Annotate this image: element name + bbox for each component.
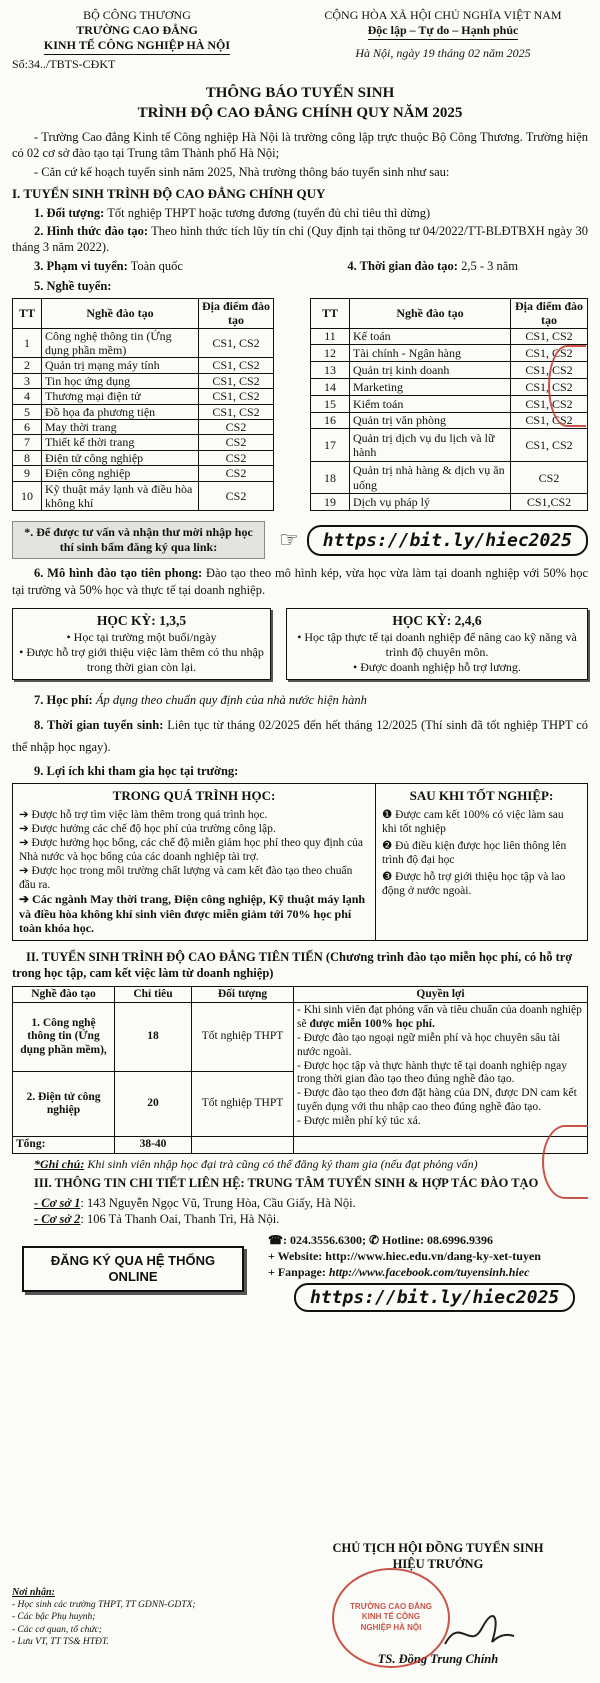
consult-note: *. Để được tư vấn và nhận thư mời nhập học thí sinh bấm đăng ký qua link:	[12, 521, 265, 559]
location: CS1, CS2	[199, 373, 274, 388]
item1	[12, 205, 588, 221]
contact-info	[12, 1195, 588, 1228]
header-left	[12, 8, 262, 72]
table-row	[311, 461, 588, 494]
item4-text: 2,5 - 3 năm	[457, 259, 518, 274]
major-name: Quản trị văn phòng	[350, 412, 511, 429]
item4-label: 4. Thời gian đào tạo:	[347, 259, 458, 274]
location: CS1, CS2	[511, 412, 588, 429]
majors-tables	[12, 298, 588, 511]
row-number: 4	[13, 389, 42, 404]
recipients	[12, 1586, 196, 1648]
major-name: Quản trị kinh doanh	[350, 362, 511, 379]
col-tt: TT	[13, 298, 42, 328]
major-name: Kiểm toán	[350, 395, 511, 412]
registration-banner	[12, 521, 588, 559]
major-name: Dịch vụ pháp lý	[350, 494, 511, 511]
major-name: Công nghệ thông tin (Ứng dụng phần mềm)	[42, 328, 199, 358]
row-number: 15	[311, 395, 350, 412]
location: CS1, CS2	[199, 389, 274, 404]
during-item-highlight: ➔ Các ngành May thời trang, Điện công nghiệp, Kỹ thuật máy lạnh và điều hòa không khí sinh viên được miễn giảm tới 70% học phí toàn khóa học.	[19, 892, 366, 936]
intro-p1: - Trường Cao đẳng Kinh tế Công nghiệp Hà Nội là trường công lập trực thuộc Bộ Công Thương. Trường hiện có 02 cơ sở đào tạo tại Trung tâm Thành phố Hà Nội;	[12, 130, 588, 161]
benefit-item: - Được đào tạo ngoại ngữ miễn phí và học chuyên sâu tài nước ngoài.	[297, 1031, 561, 1058]
major-name: Thương mại điện tử	[42, 389, 199, 404]
during-item: ➔ Được học trong môi trường chất lượng và cam kết đào tạo theo chuẩn đầu ra.	[19, 865, 353, 892]
after-item: ❷ Đủ điều kiện được học liên thông lên trình độ đại học	[382, 840, 567, 867]
location: CS1, CS2	[199, 328, 274, 358]
campus1	[34, 1195, 588, 1211]
advanced-program-table	[12, 986, 588, 1155]
row-number: 14	[311, 379, 350, 396]
table-row	[311, 395, 588, 412]
section2-note	[12, 1157, 588, 1173]
row-number: 5	[13, 404, 42, 419]
phone-hotline: ☎: 024.3556.6300; ✆ Hotline: 08.6996.9396	[268, 1232, 493, 1247]
major-name: Quản trị dịch vụ du lịch và lữ hành	[350, 429, 511, 462]
location: CS1, CS2	[511, 379, 588, 396]
pointing-hand-icon: ☞	[279, 527, 299, 553]
major-name: Quản trị mạng máy tính	[42, 358, 199, 373]
even-item: • Học tập thực tế tại doanh nghiệp để nâng cao kỹ năng và trình độ chuyên môn.	[297, 629, 577, 659]
item5-label: 5. Nghề tuyển:	[34, 278, 112, 293]
even-item: • Được doanh nghiệp hỗ trợ lương.	[353, 659, 521, 674]
recipient-item: - Các cơ quan, tổ chức;	[12, 1624, 102, 1635]
col-location: Địa điểm đào tạo	[511, 298, 588, 328]
signer-role-1: CHỦ TỊCH HỘI ĐỒNG TUYỂN SINH	[332, 1541, 544, 1555]
table-row	[311, 328, 588, 345]
major-name: Kế toán	[350, 328, 511, 345]
col-tt: TT	[311, 298, 350, 328]
odd-semester-box	[12, 608, 271, 680]
row-number: 16	[311, 412, 350, 429]
row-number: 12	[311, 345, 350, 362]
total-row	[13, 1137, 588, 1154]
major-name: Quản trị nhà hàng & dịch vụ ăn uống	[350, 461, 511, 494]
table-row	[13, 435, 274, 450]
item6-label: 6. Mô hình đào tạo tiên phong:	[34, 566, 203, 581]
table-row	[311, 429, 588, 462]
recipients-label: Nơi nhận:	[12, 1587, 55, 1598]
campus1-address: : 143 Nguyễn Ngọc Vũ, Trung Hòa, Cầu Giấy, Hà Nội.	[80, 1196, 356, 1210]
intro	[12, 129, 588, 180]
location: CS1, CS2	[511, 362, 588, 379]
item4	[347, 258, 518, 274]
quota: 18	[115, 1003, 192, 1072]
official-stamp	[332, 1568, 450, 1668]
even-semester-title: HỌC KỲ: 2,4,6	[392, 612, 482, 628]
registration-link[interactable]: https://bit.ly/hiec2025	[307, 525, 588, 556]
location: CS2	[199, 420, 274, 435]
during-item: ➔ Được hưởng học bổng, các chế độ miễn giảm học phí theo quy định của Nhà nước và học bổng của các doanh nghiệp tài trợ.	[19, 837, 364, 864]
location: CS2	[511, 461, 588, 494]
location: CS2	[199, 450, 274, 465]
note-label: *Ghi chú:	[34, 1157, 85, 1172]
col-quota: Chỉ tiêu	[115, 986, 192, 1003]
target: Tốt nghiệp THPT	[192, 1072, 294, 1137]
table-row	[13, 328, 274, 358]
odd-semester-title: HỌC KỲ: 1,3,5	[96, 612, 187, 628]
note-text: Khi sinh viên nhập học đại trà cũng có thể đăng ký tham gia (nếu đạt phỏng vấn)	[84, 1157, 478, 1172]
contact-row	[12, 1232, 588, 1311]
major-name: Marketing	[350, 379, 511, 396]
item6	[12, 565, 588, 598]
major-name: Kỹ thuật máy lạnh và điều hòa không khí	[42, 481, 199, 511]
item3-label: 3. Phạm vi tuyển:	[34, 259, 128, 274]
table-row	[311, 345, 588, 362]
fanpage-link[interactable]: http://www.facebook.com/tuyensinh.hiec	[328, 1264, 530, 1279]
during-study-benefits	[13, 784, 376, 940]
table-row	[13, 389, 274, 404]
campus2-label: - Cơ sở 2	[34, 1212, 81, 1227]
even-semester-box	[286, 608, 588, 680]
section1-heading: I. TUYỂN SINH TRÌNH ĐỘ CAO ĐẲNG CHÍNH QUY	[12, 185, 326, 201]
item8-label: 8. Thời gian tuyển sinh:	[34, 717, 164, 732]
table-row	[311, 494, 588, 511]
location: CS2	[199, 481, 274, 511]
during-title: TRONG QUÁ TRÌNH HỌC:	[112, 788, 276, 804]
location: CS1, CS2	[199, 358, 274, 373]
row-number: 8	[13, 450, 42, 465]
recipient-item: - Lưu VT, TT TS& HTĐT.	[12, 1637, 109, 1648]
benefits-box	[12, 783, 588, 941]
item2-label: 2. Hình thức đào tạo:	[34, 223, 149, 238]
odd-item: • Học tại trường một buổi/ngày	[66, 629, 217, 644]
table-row	[13, 404, 274, 419]
location: CS1, CS2	[511, 395, 588, 412]
recipient-item: - Học sinh các trường THPT, TT GDNN-GDTX;	[12, 1600, 196, 1610]
quota: 20	[115, 1072, 192, 1137]
majors-table-left	[12, 298, 274, 511]
website-link[interactable]: + Website: http://www.hiec.edu.vn/dang-ky-xet-tuyen	[268, 1248, 541, 1263]
table-row	[311, 412, 588, 429]
table-row	[311, 362, 588, 379]
major-name: Đồ họa đa phương tiện	[42, 404, 199, 419]
row-number: 17	[311, 429, 350, 462]
location: CS1, CS2	[511, 328, 588, 345]
campus2-address: : 106 Tả Thanh Oai, Thanh Trì, Hà Nội.	[80, 1212, 280, 1227]
location: CS2	[199, 466, 274, 481]
section3-heading: III. THÔNG TIN CHI TIẾT LIÊN HỆ: TRUNG TÂM TUYỂN SINH & HỢP TÁC ĐÀO TẠO	[34, 1175, 539, 1190]
header	[12, 0, 588, 72]
table-row	[13, 1003, 588, 1072]
recipient-item: - Các bậc Phụ huynh;	[12, 1612, 96, 1623]
after-graduation-benefits	[376, 784, 587, 940]
reg-box-wrap	[12, 1232, 268, 1311]
page-title	[12, 84, 588, 123]
major-name: May thời trang	[42, 420, 199, 435]
odd-item: • Được hỗ trợ giới thiệu việc làm thêm có thu nhập trong thời gian còn lại.	[19, 644, 264, 674]
total-label: Tổng:	[13, 1137, 115, 1154]
edge-stamp	[548, 345, 586, 427]
row-number: 10	[13, 481, 42, 511]
campus1-label: - Cơ sở 1	[34, 1196, 81, 1210]
online-registration-box: ĐĂNG KÝ QUA HỆ THỐNG ONLINE	[22, 1246, 244, 1293]
item7	[12, 692, 588, 708]
table-row	[13, 481, 274, 511]
section2-heading: II. TUYỂN SINH TRÌNH ĐỘ CAO ĐẲNG TIÊN TIẾN (Chương trình đào tạo miễn học phí, có hỗ trợ trong học tập, cam kết việc làm từ doanh nghiệp)	[12, 950, 573, 981]
location: CS1, CS2	[199, 404, 274, 419]
benefit-item: - Được học tập và thực hành thực tế tại doanh nghiệp ngay trong thời gian đào tạo theo đúng nghề đào tạo.	[297, 1059, 568, 1086]
signature-stroke	[445, 1616, 514, 1644]
after-title: SAU KHI TỐT NGHIỆP:	[409, 788, 554, 804]
item8	[12, 714, 588, 759]
item2-text: Theo hình thức tích lũy tín chỉ (Quy định tại thông tư 04/2022/TT-BLĐTBXH ngày 30 tháng 3 năm 2022).	[12, 223, 588, 255]
items-3-4	[12, 258, 588, 274]
benefit-item: - Được miễn phí ký túc xá.	[297, 1114, 421, 1127]
title-line2: TRÌNH ĐỘ CAO ĐẲNG CHÍNH QUY NĂM 2025	[137, 104, 463, 121]
header-right	[298, 8, 588, 72]
major-name: 2. Điện tử công nghiệp	[13, 1072, 115, 1137]
major-name: 1. Công nghệ thông tin (Ứng dụng phần mềm),	[13, 1003, 115, 1072]
item1-text: Tốt nghiệp THPT hoặc tương đương (tuyển đủ chỉ tiêu thì dừng)	[104, 205, 431, 220]
item8-text: Liên tục từ tháng 02/2025 đến hết tháng 12/2025 (Thí sinh đã tốt nghiệp THPT có thể nhập học ngay).	[12, 717, 589, 755]
country-name: CỘNG HÒA XÃ HỘI CHỦ NGHĨA VIỆT NAM	[324, 8, 562, 22]
total-value: 38-40	[115, 1137, 192, 1154]
after-item: ❸ Được hỗ trợ giới thiệu học tập và lao động ở nước ngoài.	[382, 871, 566, 898]
col-major: Nghề đào tạo	[42, 298, 199, 328]
contact-links	[268, 1232, 588, 1311]
col-major: Nghề đào tạo	[13, 986, 115, 1003]
campus2	[34, 1211, 588, 1227]
during-item: ➔ Được hưởng các chế độ học phí của trường công lập.	[19, 823, 276, 836]
item1-label: 1. Đối tượng:	[34, 205, 105, 220]
fanpage	[268, 1264, 588, 1280]
location: CS2	[199, 435, 274, 450]
row-number: 6	[13, 420, 42, 435]
title-line1: THÔNG BÁO TUYỂN SINH	[205, 85, 395, 101]
during-item: ➔ Được hỗ trợ tìm việc làm thêm trong quá trình học.	[19, 809, 268, 822]
signer-name: TS. Đồng Trung Chính	[377, 1651, 499, 1666]
fanpage-label: + Fanpage:	[268, 1264, 329, 1279]
item6-text: Đào tạo theo mô hình kép, vừa học vừa làm tại doanh nghiệp với 50% học tại trường và 50% học và thực tế tại doanh nghiệp.	[12, 566, 588, 597]
row-number: 18	[311, 461, 350, 494]
doc-number: Số:34../TBTS-CĐKT	[12, 57, 116, 71]
item2	[12, 223, 588, 256]
majors-table-right	[310, 298, 588, 511]
table-row	[13, 466, 274, 481]
location: CS1, CS2	[511, 429, 588, 462]
row-number: 7	[13, 435, 42, 450]
stamp-text: TRƯỜNG CAO ĐẲNG KINH TẾ CÔNG NGHIỆP HÀ NỘI	[350, 1602, 432, 1632]
row-number: 1	[13, 328, 42, 358]
location: CS1, CS2	[511, 345, 588, 362]
benefits-cell	[294, 1003, 588, 1137]
row-number: 9	[13, 466, 42, 481]
edge-stamp	[542, 1125, 588, 1199]
benefit-item: - Được đào tạo theo đơn đặt hàng của DN, được DN cam kết tuyển dụng với thu nhập cao theo đúng nghề đào tạo.	[297, 1087, 577, 1113]
row-number: 2	[13, 358, 42, 373]
target: Tốt nghiệp THPT	[192, 1003, 294, 1072]
doc-date: Hà Nội, ngày 19 tháng 02 năm 2025	[355, 46, 531, 60]
school-line2: KINH TẾ CÔNG NGHIỆP HÀ NỘI	[44, 38, 230, 55]
school-line1: TRƯỜNG CAO ĐẲNG	[76, 23, 198, 37]
ministry-name: BỘ CÔNG THƯƠNG	[83, 8, 191, 22]
item9-label: 9. Lợi ích khi tham gia học tại trường:	[34, 763, 239, 778]
signature-scribble	[440, 1606, 520, 1656]
major-name: Điện công nghiệp	[42, 466, 199, 481]
row-number: 13	[311, 362, 350, 379]
col-target: Đối tượng	[192, 986, 294, 1003]
major-name: Thiết kế thời trang	[42, 435, 199, 450]
majors-left-body	[13, 328, 274, 511]
row-number: 19	[311, 494, 350, 511]
table-row	[311, 379, 588, 396]
intro-p2: - Căn cứ kế hoạch tuyển sinh năm 2025, Nhà trường thông báo tuyển sinh như sau:	[34, 164, 450, 179]
location: CS1,CS2	[511, 494, 588, 511]
registration-link-2[interactable]: https://bit.ly/hiec2025	[294, 1283, 575, 1312]
motto: Độc lập – Tự do – Hạnh phúc	[368, 23, 519, 40]
benefit-item: - Khi sinh viên đạt phỏng vấn và tiêu chuẩn của doanh nghiệp sẽ được miễn 100% học phí.	[297, 1004, 582, 1031]
item3-text: Toàn quốc	[127, 259, 183, 274]
item7-label: 7. Học phí:	[34, 692, 93, 707]
major-name: Tin học ứng dụng	[42, 373, 199, 388]
col-benefits: Quyền lợi	[294, 986, 588, 1003]
col-major: Nghề đào tạo	[350, 298, 511, 328]
table-row	[13, 358, 274, 373]
table-row	[13, 420, 274, 435]
majors-right-body	[311, 328, 588, 511]
table-row	[13, 373, 274, 388]
major-name: Điện tử công nghiệp	[42, 450, 199, 465]
item3	[34, 258, 183, 274]
row-number: 11	[311, 328, 350, 345]
major-name: Tài chính - Ngân hàng	[350, 345, 511, 362]
col-location: Địa điểm đào tạo	[199, 298, 274, 328]
item7-text: Áp dụng theo chuẩn quy định của nhà nước hiện hành	[92, 692, 367, 707]
table-row	[13, 450, 274, 465]
row-number: 3	[13, 373, 42, 388]
semester-boxes	[12, 608, 588, 680]
after-item: ❶ Được cam kết 100% có việc làm sau khi tốt nghiệp	[382, 809, 564, 836]
signer-role-2: HIỆU TRƯỞNG	[392, 1557, 484, 1572]
